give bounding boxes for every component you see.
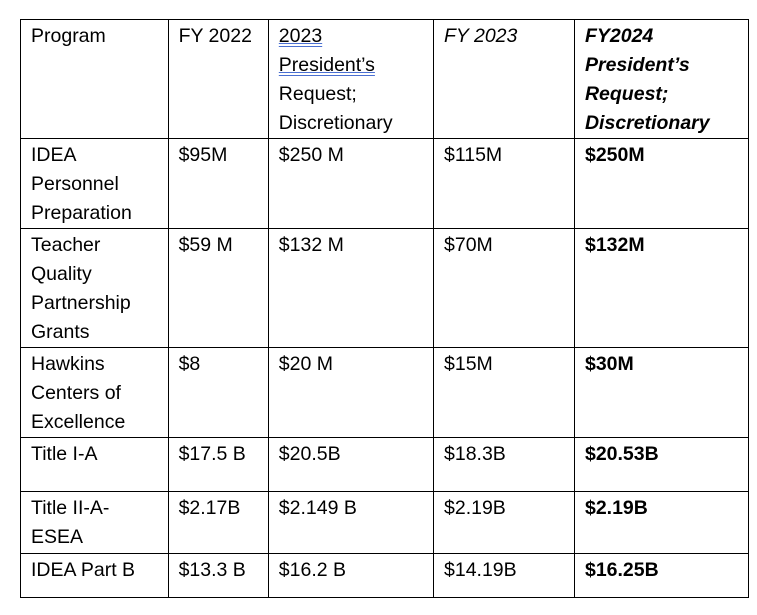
cell-fy2023: $18.3B	[434, 438, 575, 492]
header-fy2022	[168, 20, 268, 139]
header-2023-request-line-1: 2023	[278, 25, 323, 47]
cell-program	[21, 438, 169, 492]
budget-table	[20, 19, 749, 598]
header-2023-request	[268, 20, 433, 139]
header-fy2023-label: FY 2023	[444, 25, 518, 47]
cell-fy2023: $70M	[434, 229, 575, 348]
cell-2023-request: $20.5B	[268, 438, 433, 492]
header-program-label: Program	[31, 25, 106, 47]
cell-program	[21, 554, 169, 598]
cell-2023-request: $250 M	[268, 139, 433, 229]
header-2023-request-line-3: Request;	[278, 83, 357, 105]
program-name-line: Quality	[31, 263, 92, 285]
program-name-line: Grants	[31, 321, 90, 343]
program-name-line: Preparation	[31, 202, 132, 224]
cell-fy2022: $13.3 B	[168, 554, 268, 598]
table-header-row	[21, 20, 749, 139]
table-row	[21, 139, 749, 229]
header-2024-request	[574, 20, 748, 139]
cell-fy2022: $59 M	[168, 229, 268, 348]
cell-2024-request: $30M	[574, 348, 748, 438]
cell-2024-request: $250M	[574, 139, 748, 229]
cell-2023-request: $2.149 B	[268, 492, 433, 554]
header-2023-request-line-2: President’s	[278, 54, 375, 76]
program-name-line: Hawkins	[31, 353, 105, 375]
cell-fy2022: $8	[168, 348, 268, 438]
cell-2024-request: $16.25B	[574, 554, 748, 598]
cell-2023-request: $132 M	[268, 229, 433, 348]
header-program	[21, 20, 169, 139]
program-name-line: ESEA	[31, 526, 84, 548]
cell-fy2023: $15M	[434, 348, 575, 438]
table-row	[21, 492, 749, 554]
header-2024-request-line-1: FY2024	[584, 25, 654, 47]
cell-2024-request: $132M	[574, 229, 748, 348]
program-name-line: Title I-A	[31, 443, 98, 465]
header-2024-request-line-4: Discretionary	[584, 112, 710, 134]
cell-program	[21, 492, 169, 554]
program-name-line: IDEA Part B	[31, 559, 136, 581]
cell-fy2022: $2.17B	[168, 492, 268, 554]
cell-2024-request: $20.53B	[574, 438, 748, 492]
program-name-line: Personnel	[31, 173, 119, 195]
header-2024-request-line-2: President’s	[584, 54, 690, 76]
table-row	[21, 554, 749, 598]
program-name-line: IDEA	[31, 144, 77, 166]
cell-fy2022: $95M	[168, 139, 268, 229]
table-row	[21, 438, 749, 492]
table-row	[21, 229, 749, 348]
header-2024-request-line-3: Request;	[584, 83, 669, 105]
program-name-line: Partnership	[31, 292, 131, 314]
program-name-line: Title II-A-	[31, 497, 110, 519]
cell-fy2022: $17.5 B	[168, 438, 268, 492]
cell-2024-request: $2.19B	[574, 492, 748, 554]
table-row	[21, 348, 749, 438]
cell-program	[21, 229, 169, 348]
cell-fy2023: $14.19B	[434, 554, 575, 598]
cell-program	[21, 348, 169, 438]
cell-2023-request: $20 M	[268, 348, 433, 438]
cell-fy2023: $115M	[434, 139, 575, 229]
program-name-line: Centers of	[31, 382, 121, 404]
header-2023-request-line-4: Discretionary	[278, 112, 393, 134]
cell-program	[21, 139, 169, 229]
cell-fy2023: $2.19B	[434, 492, 575, 554]
header-fy2023	[434, 20, 575, 139]
program-name-line: Excellence	[31, 411, 126, 433]
cell-2023-request: $16.2 B	[268, 554, 433, 598]
header-fy2022-label: FY 2022	[178, 25, 252, 47]
program-name-line: Teacher	[31, 234, 101, 256]
